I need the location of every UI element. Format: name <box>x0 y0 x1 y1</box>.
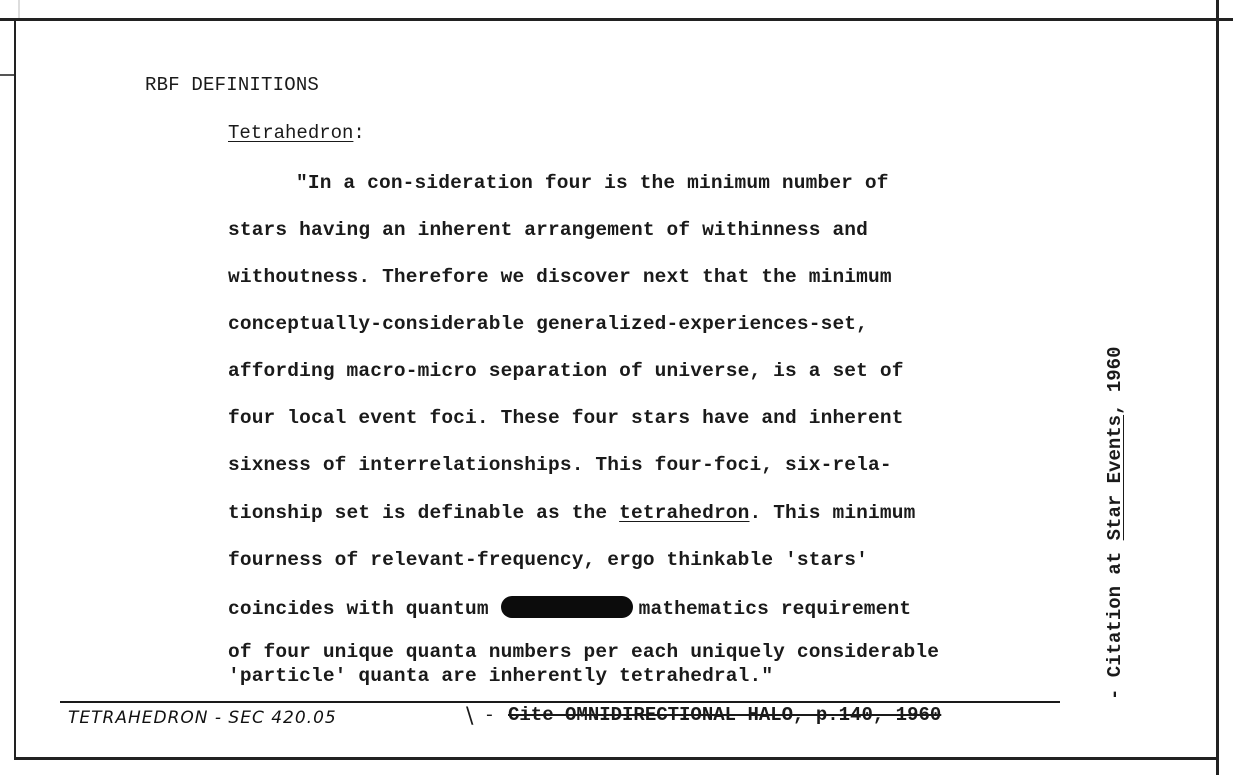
side-citation-prefix: - Citation at <box>1104 540 1126 700</box>
footer-annotation <box>68 700 1068 740</box>
quote-line-11: of four unique quanta numbers per each uniquely considerable <box>228 641 940 663</box>
side-citation <box>1104 347 1126 700</box>
quote-line-9: fourness of relevant-frequency, ergo thinkable 'stars' <box>228 549 869 571</box>
tetrahedron-underlined: tetrahedron <box>619 502 750 524</box>
quote-line-8-start: tionship set is definable as the <box>228 502 620 524</box>
side-citation-year: , 1960 <box>1104 346 1126 415</box>
top-edge-stub <box>18 0 20 18</box>
term-colon: : <box>353 122 365 144</box>
quote-line-7: sixness of interrelationships. This four-foci, six-rela- <box>228 454 892 476</box>
quote-line-10 <box>228 596 911 620</box>
quote-line-2: stars having an inherent arrangement of withinness and <box>228 219 869 241</box>
side-citation-title: Star Events <box>1104 414 1126 541</box>
margin-tick <box>0 74 14 76</box>
quote-line-8 <box>228 502 915 524</box>
left-border <box>14 18 16 758</box>
term-title <box>228 122 365 144</box>
struck-citation: Cite OMNIDIRECTIONAL HALO, p.140, 1960 <box>508 704 942 726</box>
quote-line-5: affording macro-micro separation of universe, is a set of <box>228 360 904 382</box>
term-word: Tetrahedron <box>228 122 354 144</box>
quote-line-1: "In a con-sideration four is the minimum number of <box>296 172 889 194</box>
quote-line-10-end: mathematics requirement <box>638 598 912 620</box>
quote-line-6: four local event foci. These four stars have and inherent <box>228 407 904 429</box>
redaction-mark <box>501 596 633 618</box>
page-heading: RBF DEFINITIONS <box>145 74 320 96</box>
top-border <box>0 18 1233 21</box>
right-border <box>1216 0 1219 775</box>
quote-line-8-end: . This minimum <box>749 502 916 524</box>
footer-dash: - <box>484 706 495 726</box>
quote-line-3: withoutness. Therefore we discover next that the minimum <box>228 266 892 288</box>
handwritten-section-note: TETRAHEDRON - SEC 420.05 <box>68 708 337 728</box>
quote-line-12: 'particle' quanta are inherently tetrahedral." <box>228 665 774 687</box>
quote-line-4: conceptually-considerable generalized-experiences-set, <box>228 313 869 335</box>
bottom-border <box>14 757 1219 760</box>
quote-line-10-start: coincides with quantum <box>228 598 489 620</box>
handwritten-slash: \ <box>466 704 474 729</box>
